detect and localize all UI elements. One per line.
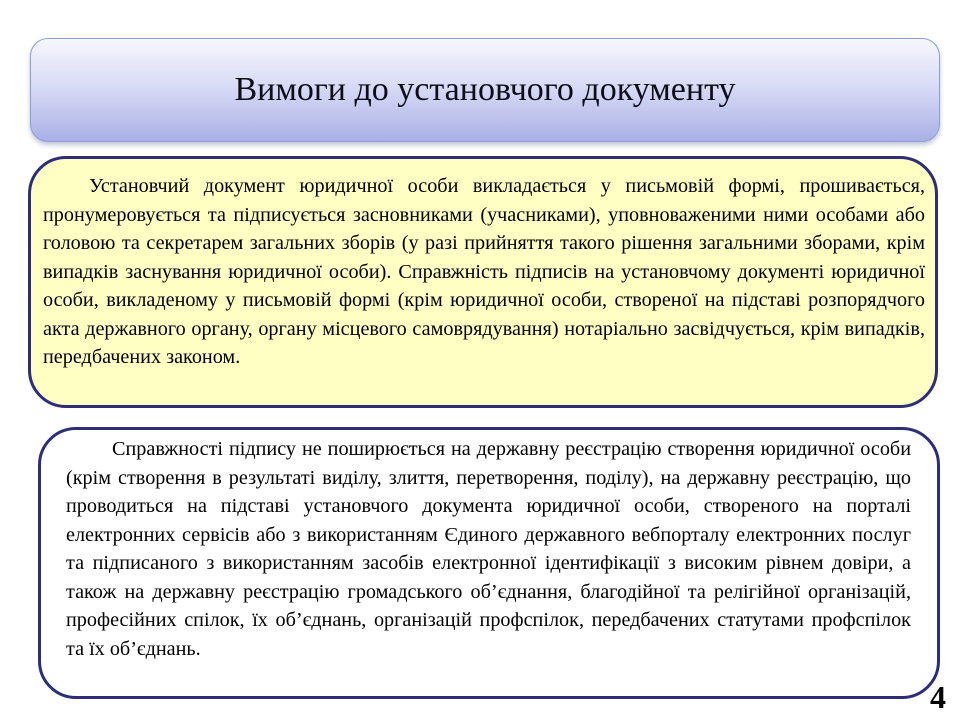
slide-title: Вимоги до установчого документу bbox=[234, 71, 736, 108]
paragraph-exceptions: Справжності підпису не поширюється на державну реєстрацію створення юридичної особи (крім створення в результаті виділу, злиття, перетворення, поділу), на державну реєстрацію, що проводиться на підставі установчого документа юридичної особи, створеного на порталі електронних сервісів або з використанням Єдиного державного вебпорталу електронних послуг та підписаного з використанням засобів електронної ідентифікації з високим рівнем довіри, а також на державну реєстрацію громадського об’єднання, благодійної та релігійної організацій, професійних спілок, їх об’єднань, організацій профспілок, передбачених статутами профспілок та їх об’єднань. bbox=[66, 438, 911, 660]
exceptions-text-box bbox=[38, 427, 940, 699]
title-banner bbox=[30, 38, 940, 142]
page-number: 4 bbox=[930, 679, 946, 715]
requirements-text-box bbox=[28, 156, 938, 408]
paragraph-requirements: Установчий документ юридичної особи викладається у письмовій формі, прошивається, пронумеровується та підписується засновниками (учасниками), уповноваженими ними особами або головою та секретарем загальних зборів (у разі прийняття такого рішення загальними зборами, крім випадків заснування юридичної особи). Справжність підписів на установчому документі юридичної особи, викладеному у письмовій формі (крім юридичної особи, створеної на підставі розпорядчого акта державного органу, органу місцевого самоврядування) нотаріально засвідчується, крім випадків, передбачених законом. bbox=[43, 175, 925, 368]
